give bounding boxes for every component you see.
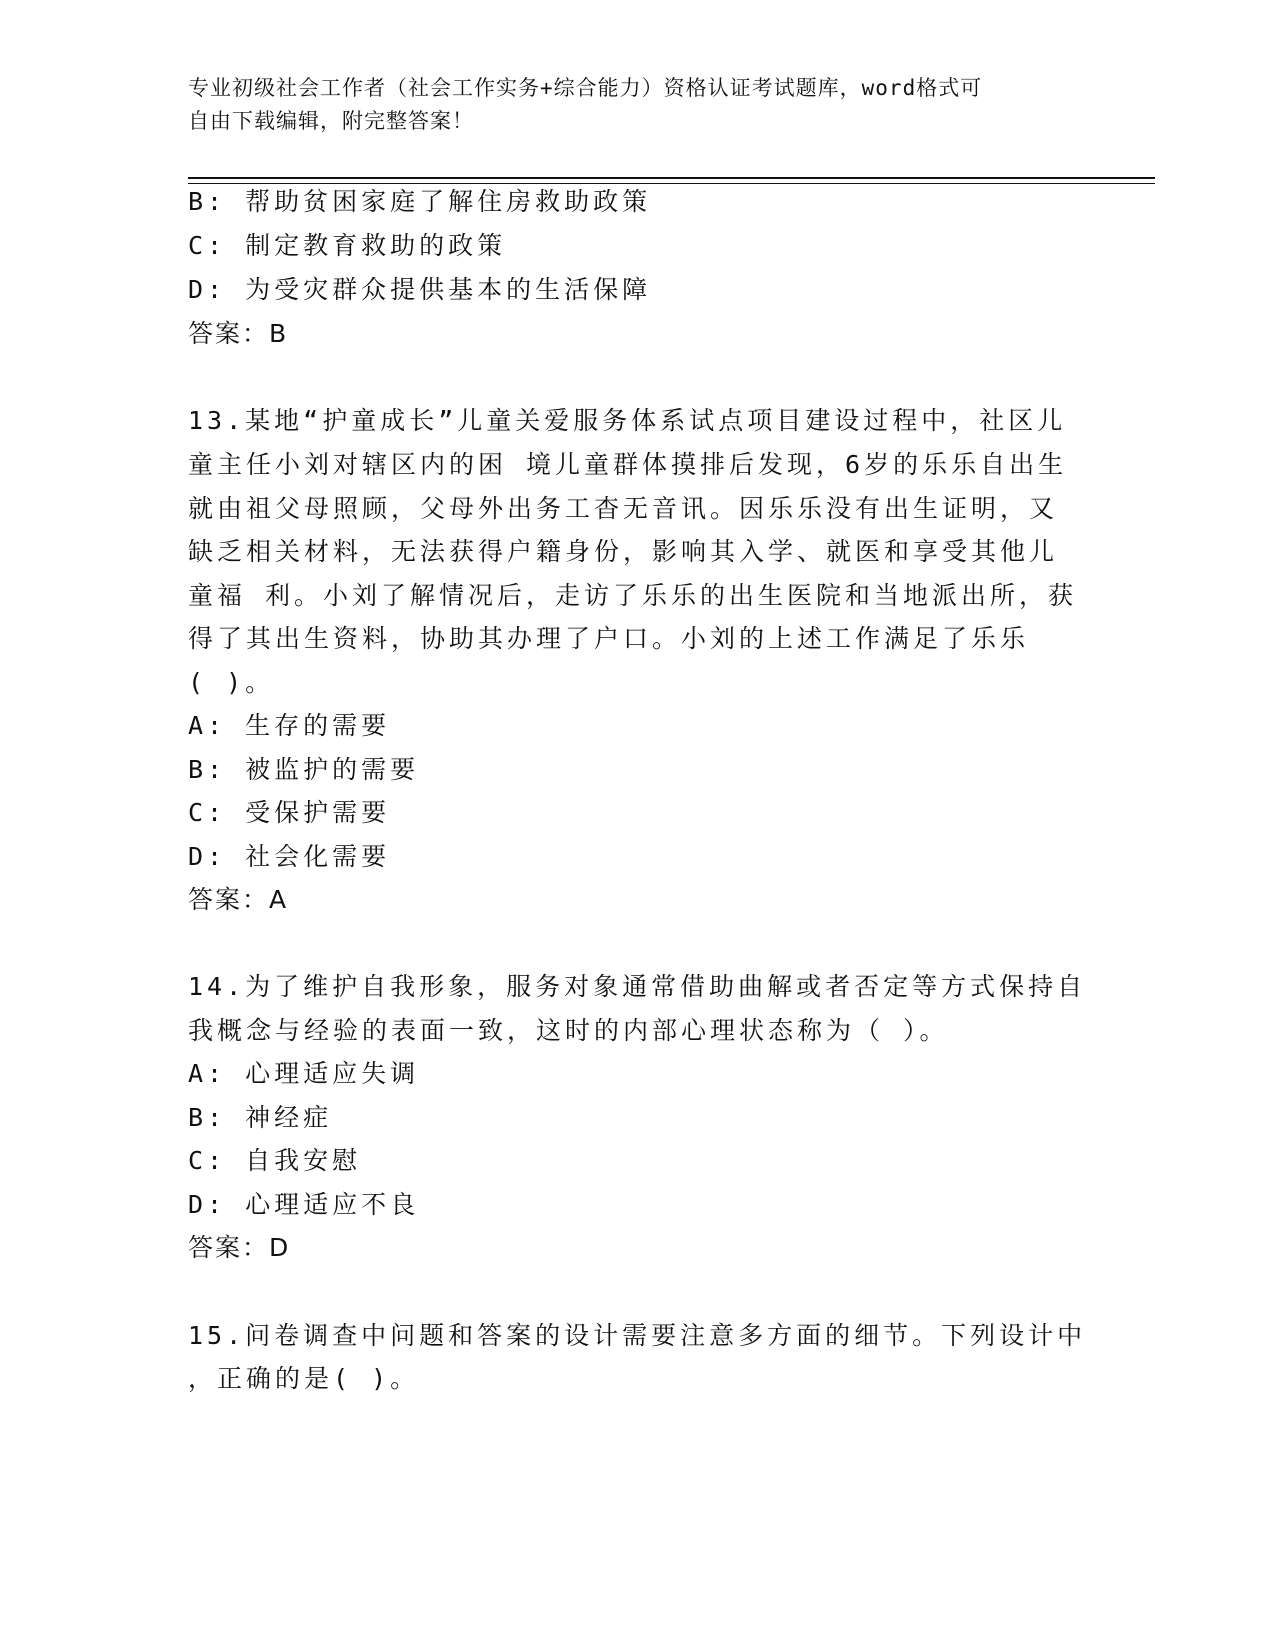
- header-title-line-1: 专业初级社会工作者（社会工作实务+综合能力）资格认证考试题库，word格式可: [188, 76, 983, 100]
- page-header: [188, 72, 1088, 138]
- q12-option-d: D: 为受灾群众提供基本的生活保障: [188, 275, 652, 304]
- q13-answer: 答案：A: [188, 885, 289, 914]
- q15-stem-line-2: ，正确的是( )。: [188, 1364, 420, 1393]
- q14-stem-line-1: 14.为了维护自我形象，服务对象通常借助曲解或者否定等方式保持自: [188, 972, 1087, 1001]
- q13-stem-line-3: 就由祖父母照顾，父母外出务工杳无音讯。因乐乐没有出生证明，又: [188, 494, 1059, 523]
- q13-option-d: D: 社会化需要: [188, 842, 391, 871]
- q13-stem-line-7: ( )。: [188, 668, 275, 697]
- header-divider-thin: [188, 183, 1155, 184]
- q13-option-a: A: 生存的需要: [188, 711, 391, 740]
- q13-option-b: B: 被监护的需要: [188, 755, 420, 784]
- q14-option-c: C: 自我安慰: [188, 1146, 362, 1175]
- q14-option-a: A: 心理适应失调: [188, 1059, 420, 1088]
- q12-option-c: C: 制定教育救助的政策: [188, 231, 507, 260]
- q13-stem-line-1: 13.某地“护童成长”儿童关爱服务体系试点项目建设过程中，社区儿: [188, 406, 1067, 435]
- header-divider-thick: [188, 177, 1155, 179]
- q14-answer: 答案：D: [188, 1233, 291, 1262]
- q14-option-d: D: 心理适应不良: [188, 1190, 420, 1219]
- q12-option-b: B: 帮助贫困家庭了解住房救助政策: [188, 187, 652, 216]
- header-title-line-2: 自由下载编辑，附完整答案！: [188, 109, 474, 133]
- q14-option-b: B: 神经症: [188, 1103, 333, 1132]
- q13-stem-line-4: 缺乏相关材料，无法获得户籍身份，影响其入学、就医和享受其他儿: [188, 537, 1059, 566]
- q13-stem-line-2: 童主任小刘对辖区内的困 境儿童群体摸排后发现，6岁的乐乐自出生: [188, 450, 1068, 479]
- q14-stem-line-2: 我概念与经验的表面一致，这时的内部心理状态称为（ ）。: [188, 1016, 949, 1045]
- q13-option-c: C: 受保护需要: [188, 798, 391, 827]
- q12-answer: 答案：B: [188, 319, 289, 348]
- q13-stem-line-6: 得了其出生资料，协助其办理了户口。小刘的上述工作满足了乐乐: [188, 624, 1030, 653]
- q15-stem-line-1: 15.问卷调查中问题和答案的设计需要注意多方面的细节。下列设计中: [188, 1321, 1087, 1350]
- q13-stem-line-5: 童福 利。小刘了解情况后，走访了乐乐的出生医院和当地派出所，获: [188, 581, 1078, 610]
